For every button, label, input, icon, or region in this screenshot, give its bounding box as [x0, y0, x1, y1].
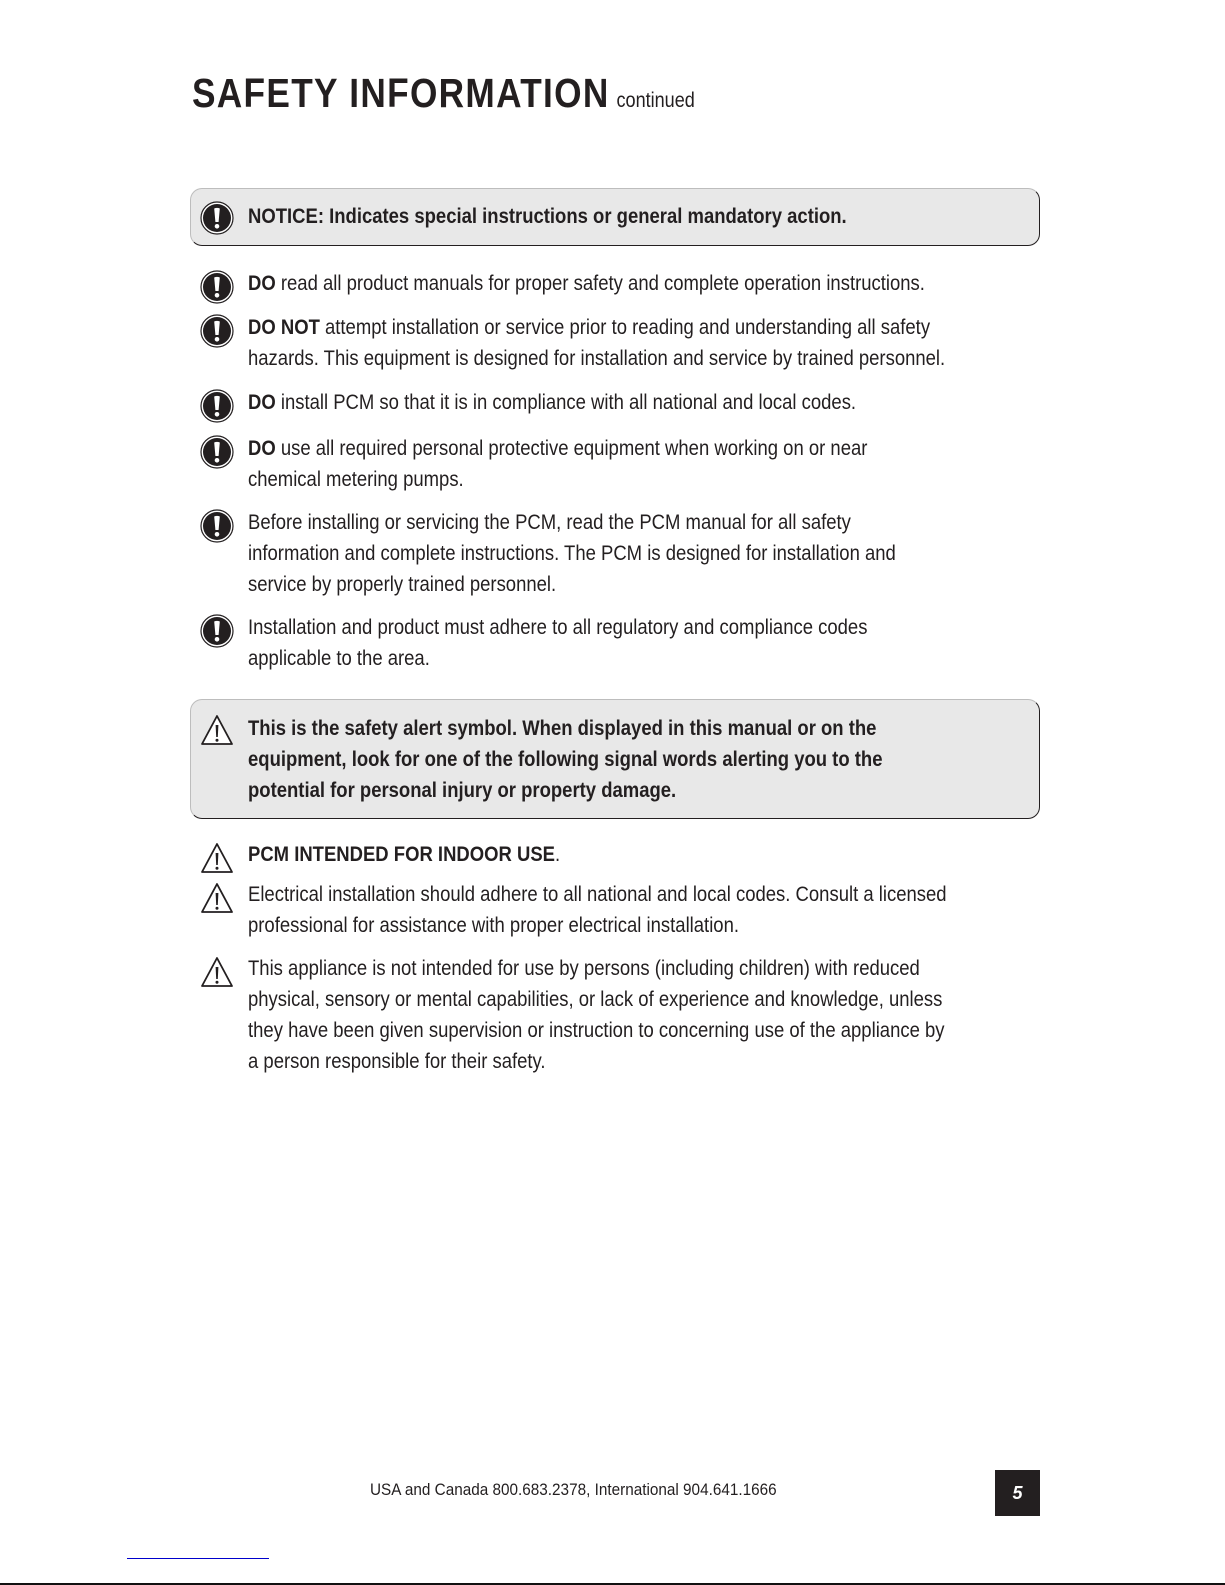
alert-item-keyword: PCM INTENDED FOR INDOOR USE [248, 843, 555, 866]
notice-item-line-text: information and complete instructions. The PCM is designed for installation and [248, 542, 896, 565]
notice-item-line [248, 507, 945, 538]
page-title-text: SAFETY INFORMATION [192, 70, 610, 116]
notice-box-text: NOTICE: Indicates special instructions or general mandatory action. [248, 205, 847, 228]
alert-item-line [248, 1046, 945, 1077]
notice-item-line [248, 433, 945, 464]
notice-item-line [248, 268, 945, 299]
notice-item-keyword: DO [248, 391, 276, 414]
notice-item-line [248, 612, 945, 643]
notice-item-text [248, 507, 945, 600]
alert-item-line [248, 984, 945, 1015]
notice-item-keyword: DO NOT [248, 316, 320, 339]
exclamation-circle-icon [200, 509, 234, 543]
notice-item-text [248, 433, 945, 495]
notice-item-line [248, 538, 945, 569]
alert-item-line-text: a person responsible for their safety. [248, 1050, 546, 1073]
alert-box-line: potential for personal injury or property damage. [248, 779, 677, 802]
notice-item-keyword: DO [248, 272, 276, 295]
notice-item-line-text: Before installing or servicing the PCM, read the PCM manual for all safety [248, 511, 851, 534]
notice-item-text [248, 312, 945, 374]
exclamation-circle-icon [200, 435, 234, 469]
notice-item-line-text: use all required personal protective equipment when working on or near [275, 437, 868, 460]
alert-item-text [248, 953, 945, 1077]
warning-triangle-icon [200, 841, 234, 875]
alert-item-line-text: physical, sensory or mental capabilities, or lack of experience and knowledge, unless [248, 988, 943, 1011]
notice-item-text [248, 387, 945, 418]
notice-item-line [248, 343, 945, 374]
notice-item-line-text: applicable to the area. [248, 647, 430, 670]
alert-item-line-text: This appliance is not intended for use by persons (including children) with reduced [248, 957, 920, 980]
notice-item-line [248, 569, 945, 600]
notice-item-line-text: chemical metering pumps. [248, 468, 464, 491]
footer-contact: USA and Canada 800.683.2378, International 904.641.1666 [370, 1480, 777, 1499]
notice-item-text [248, 612, 945, 674]
notice-item-line-text: install PCM so that it is in compliance with all national and local codes. [275, 391, 857, 414]
notice-item-text [248, 268, 945, 299]
alert-item-line [248, 839, 945, 870]
warning-triangle-icon [200, 881, 234, 915]
notice-item-line [248, 312, 945, 343]
notice-item-line [248, 643, 945, 674]
alert-item-line-text: professional for assistance with proper electrical installation. [248, 914, 739, 937]
alert-box-line: This is the safety alert symbol. When displayed in this manual or on the [248, 717, 877, 740]
notice-item-line-text: service by properly trained personnel. [248, 573, 557, 596]
alert-item-line [248, 953, 945, 984]
exclamation-circle-icon [200, 614, 234, 648]
alert-item-line-text: they have been given supervision or instruction to concerning use of the appliance by [248, 1019, 945, 1042]
notice-item-line-text: attempt installation or service prior to reading and understanding all safety [319, 316, 931, 339]
alert-item-line-text: Electrical installation should adhere to all national and local codes. Consult a licensed [248, 883, 947, 906]
page-title-subtitle: continued [616, 89, 695, 112]
notice-item-keyword: DO [248, 437, 276, 460]
page-title [192, 70, 695, 117]
exclamation-circle-icon [200, 389, 234, 423]
warning-triangle-icon [200, 713, 234, 747]
alert-box-line: equipment, look for one of the following signal words alerting you to the [248, 748, 883, 771]
alert-item-text [248, 879, 945, 941]
warning-triangle-icon [200, 955, 234, 989]
notice-item-line [248, 387, 945, 418]
notice-item-line-text: hazards. This equipment is designed for installation and service by trained personnel. [248, 347, 946, 370]
alert-item-line [248, 1015, 945, 1046]
exclamation-circle-icon [200, 314, 234, 348]
alert-item-line [248, 879, 945, 910]
alert-item-line-text: . [554, 843, 561, 866]
notice-item-line-text: Installation and product must adhere to all regulatory and compliance codes [248, 616, 868, 639]
alert-item-text [248, 839, 945, 870]
notice-item-line-text: read all product manuals for proper safety and complete operation instructions. [275, 272, 925, 295]
link-underline[interactable] [127, 1558, 269, 1559]
alert-item-line [248, 910, 945, 941]
exclamation-circle-icon [200, 201, 234, 235]
alert-box-text [248, 713, 945, 806]
page-number: 5 [995, 1470, 1040, 1516]
exclamation-circle-icon [200, 270, 234, 304]
notice-item-line [248, 464, 945, 495]
